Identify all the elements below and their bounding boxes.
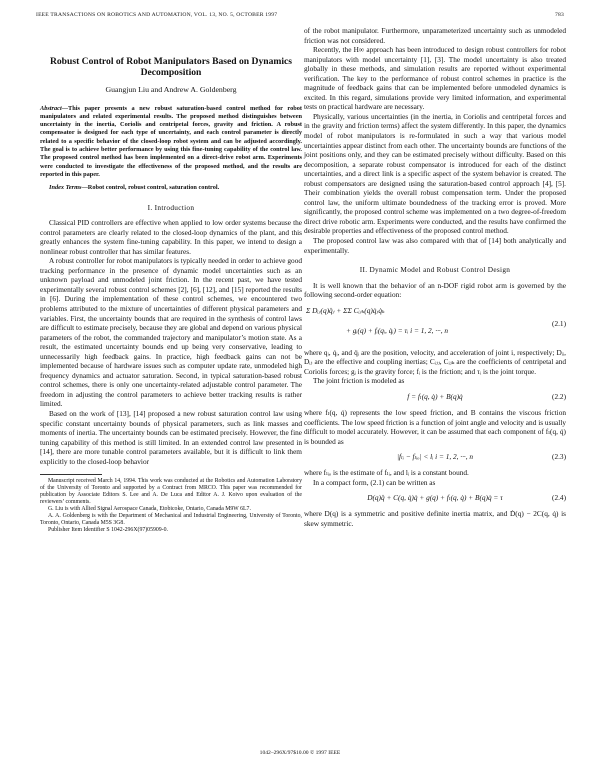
equation-2-3-body: |fₗᵢ − fₗᵢₒ| < lᵢ i = 1, 2, ···, n xyxy=(396,452,474,462)
author-list: Guangjun Liu and Andrew A. Goldenberg xyxy=(105,85,237,94)
equation-number: (2.4) xyxy=(552,493,566,503)
equation-2-2-body: f = fₗ(q, q̇) + B(q)q̇ xyxy=(407,391,463,401)
page-number: 783 xyxy=(555,12,564,18)
right-paragraph-2: Physically, various uncertainties (in the inertia, in Coriolis and centripetal forces and in the gravity and friction terms) affect the system differently. In this paper, the dynamics model of robot manipulators is re-formulated in such a way that various model uncertainties appear distinct from each other. The uncertainty bounds are functions of the joint positions only, and they can be estimated precisely without difficulty. Based on this decomposition, a separate robust compensator is introduced for each of the distinct uncertainties, and a direct link is a specific aspect of the system behavior is created. The robust compensators are designed using the saturation-based control approach [4], [5]. Their combination yields the overall robust compensation term. Under the proposed control law, the uniform ultimate boundedness of the tracking error is proved. More significantly, the proposed control scheme was implemented on a two degree-of-freedom direct drive robotic arm. Experiments were conducted, and the results have confirmed the desirable properties and effectiveness of the proposed control method. xyxy=(304,111,566,236)
equation-2-1-line-2: + gᵢ(q) + fᵢ(qᵢ, q̇ᵢ) = τᵢ i = 1, 2, ···, n xyxy=(346,325,449,335)
model-paragraph-skew: where D(q) is a symmetric and positive definite inertia matrix, and Ḋ(q) − 2C(q, q̇) is skew symmetric. xyxy=(304,509,566,528)
equation-number: (2.2) xyxy=(552,392,566,402)
abstract-text: This paper presents a new robust saturation-based control method for robot manipulators and related experimental results. The proposed method distinguishes between uncertainty in the inertia, Coriolis and centripetal forces, gravity and friction. A robust compensator is designed for each type of uncertainty, and each control parameter is directly related to a specific behavior of the closed-loop robot system and can be adjusted accordingly. The goal is to achieve better performance by using this fine-tuning capability of the control law. The proposed control method has been implemented on a direct-drive robot arm. Experiments were conducted to investigate the effectiveness of the proposed method, and the results are reported in this paper. xyxy=(40,104,302,178)
model-paragraph-estimate: where fₗᵢₒ is the estimate of fₗᵢ, and lᵢ is a constant bound. xyxy=(304,468,469,478)
abstract xyxy=(40,105,302,180)
right-column xyxy=(304,26,566,528)
index-terms xyxy=(40,184,302,192)
model-paragraph-variables: where qᵢ, q̇ᵢ, and q̈ᵢ are the position, velocity, and acceleration of joint i, respectively; Dᵢᵢ, Dᵢⱼ are the effective and coupling inertias; Cᵢⱼⱼ, Cᵢⱼₖ are the coefficients of centripetal and Coriolis forces; gᵢ is the gravity force; fᵢ is the friction; and τᵢ is the joint torque. xyxy=(304,347,566,376)
journal-name: IEEE TRANSACTIONS ON ROBOTICS AND AUTOMATION, VOL. 13, NO. 5, OCTOBER 1997 xyxy=(36,12,278,18)
model-paragraph-friction: The joint friction is modeled as xyxy=(313,376,405,386)
equation-2-1 xyxy=(304,306,566,342)
right-paragraph-3: The proposed control law was also compared with that of [14] both analytically and experimentally. xyxy=(304,236,566,255)
footnotes xyxy=(40,478,302,534)
equation-2-3 xyxy=(304,452,566,462)
equation-2-4-body: D(q)q̈ + C(q, q̇)q̇ + g(q) + fₗ(q, q̇) + B(q)q̇ = τ xyxy=(367,493,503,503)
model-paragraph-compact: In a compact form, (2.1) can be written as xyxy=(313,477,436,487)
footnote-publisher-id: Publisher Item Identifier S 1042-296X(97)05909-0. xyxy=(48,527,168,534)
footnote-divider xyxy=(40,474,102,475)
intro-paragraph-3: Based on the work of [13], [14] proposed a new robust saturation control law using specific constant uncertainty bounds of physical parameters, such as link masses and moments of inertia. The uncertainty bounds can be estimated precisely. However, the fine tuning capability of this method is still limited. In an extended control law presented in [14], there are more tunable control parameters available, but it is difficult to link them explicitly to the closed-loop behavior xyxy=(40,409,302,466)
footnote-manuscript: Manuscript received March 14, 1994. This work was conducted at the Robotics and Automation Laboratory of the University of Toronto and supported by a Contract from MRCO. This paper was recommended for publication by Associate Editors S. Lee and A. De Luca and Editor A. J. Koivo upon evaluation of the reviewers’ comments. xyxy=(40,478,302,506)
model-paragraph-intro: It is well known that the behavior of an n-DOF rigid robot arm is governed by the following second-order equation: xyxy=(304,280,566,300)
footnote-author-liu: G. Liu is with Allied Signal Aerospace Canada, Etobicoke, Ontario, Canada M9W 6L7. xyxy=(48,506,251,513)
left-column xyxy=(40,26,302,534)
index-terms-label: Index Terms xyxy=(49,184,82,192)
copyright-footer: 1042–296X/97$10.00 © 1997 IEEE xyxy=(259,750,341,756)
model-paragraph-lowspeed: where fₗ(q, q̇) represents the low speed friction, and B contains the viscous friction coefficients. The low speed friction is a function of joint angle and velocity and is usually difficult to model accurately. However, it can be assumed that each component of fₗ(q, q̇) is bounded as xyxy=(304,407,566,446)
right-paragraph-0: of the robot manipulator. Furthermore, unparameterized uncertainty such as unmodeled friction was not considered. xyxy=(304,26,566,45)
footnote-author-goldenberg: A. A. Goldenberg is with the Department of Mechanical and Industrial Engineering, University of Toronto, Toronto, Ontario, Canada M5S 3G8. xyxy=(40,513,302,527)
equation-2-1-line-1: Σ Dᵢⱼ(q)q̈ⱼ + ΣΣ Cᵢⱼₖ(q)q̇ⱼq̇ₖ xyxy=(306,305,385,315)
equation-2-2 xyxy=(304,392,566,402)
equation-number: (2.3) xyxy=(552,452,566,462)
equation-2-4 xyxy=(304,493,566,503)
right-paragraph-1: Recently, the H∞ approach has been introduced to design robust controllers for robot manipulators with model uncertainty [1], [3]. The model uncertainty is also treated globally in these methods, and simulation results are reported without experimental verification. The key to the performance of robust control schemes in practice is the magnitude of feedback gains that can be implemented before unmodeled dynamics is excited. In this regard, simulations provide very limited information, and experimental tests on practical hardware are necessary. xyxy=(304,45,566,112)
equation-number: (2.1) xyxy=(552,318,566,328)
intro-paragraph-1: Classical PID controllers are effective when applied to low order systems because the control parameters are clearly related to the closed-loop dynamics of the plant, and this greatly enhances the system fine-tuning capability. In this paper, we intend to design a nonlinear robust controller that has similar features. xyxy=(40,218,302,256)
paper-title: Robust Control of Robot Manipulators Based on Dynamics Decomposition xyxy=(49,56,293,78)
section-heading-dynamic-model: II. Dynamic Model and Robust Control Design xyxy=(359,265,511,275)
section-heading-introduction: I. Introduction xyxy=(147,202,195,212)
intro-paragraph-2: A robust controller for robot manipulators is typically needed in order to achieve good tracking performance in the presence of dynamic model uncertainties such as an unknown payload and unmodeled joint friction. In the recent past, we have tested experimentally several robust control schemes [2], [6], [12], and [15] reported the results in [6]. During the implementation of these control schemes, we encountered two problems attributed to the mixture of uncertainties of different physical parameters and variables. First, the uncertainty bounds that are required in the synthesis of control laws are difficult to estimate precisely, because they are global and depend on various physical parameters of the robot, the commanded trajectory and manipulator’s motion state. As a result, the estimated uncertainty bounds end up being very conservative, leading to unnecessarily high feedback gains. In practice, high feedback gains can not be implemented because of hardware issues such as computer update rate, unmodeled high frequency dynamics and actuator saturation. Second, in typical saturation-based robust control schemes, there is only one uncertainty-related adjustable control parameter. The freedom in adjusting the control parameters to achieve better tracking results is rather limited. xyxy=(40,256,302,409)
abstract-label: Abstract— xyxy=(40,104,68,112)
running-header xyxy=(36,12,564,18)
index-terms-text: —Robot control, robust control, saturation control. xyxy=(81,184,220,192)
